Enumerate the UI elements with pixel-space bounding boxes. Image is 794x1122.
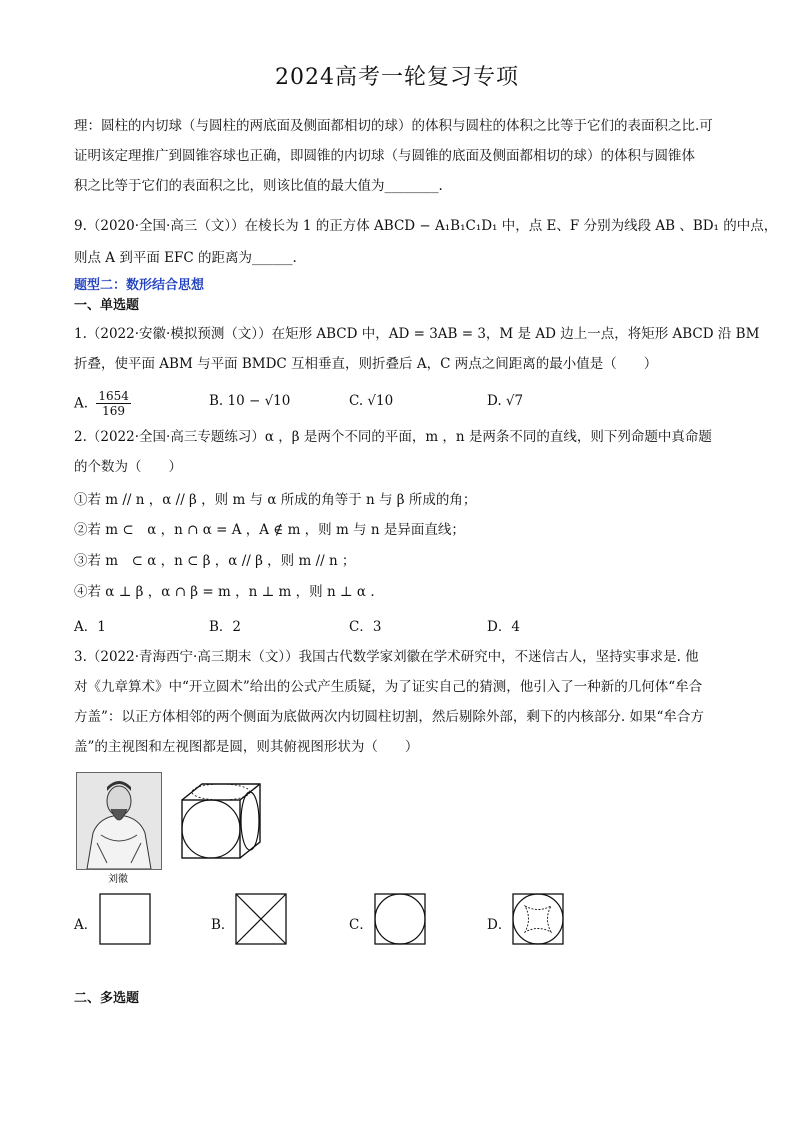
section-multi-heading: 二、多选题 — [74, 991, 140, 1006]
q1-option-a-denominator: 169 — [102, 404, 126, 418]
q1-option-a-numerator: 1654 — [98, 389, 129, 403]
q1-option-d: D. √7 — [487, 393, 524, 409]
section-single-heading: 一、单选题 — [74, 298, 140, 313]
q2-options — [74, 615, 734, 635]
square-shape — [99, 893, 153, 947]
q1-option-a-fraction — [96, 389, 131, 418]
q3-line-4: 盖”的主视图和左视图都是圆，则其俯视图形状为（ ） — [74, 739, 419, 755]
q3-option-c-label: C． — [349, 917, 373, 933]
q2-statement-4: ④若 α ⊥ β ，α ∩ β = m ，n ⊥ m ，则 n ⊥ α . — [74, 584, 375, 600]
q3-option-a-shape — [99, 893, 153, 951]
cube-cylinder-figure — [176, 780, 266, 870]
q2-line-1: 2.（2022·全国·高三专题练习）α ，β 是两个不同的平面，m ，n 是两条不同的直线，则下列命题中真命题 — [74, 429, 712, 445]
liu-hui-portrait — [76, 772, 162, 870]
q9-line-2: 则点 A 到平面 EFC 的距离为______. — [74, 250, 297, 266]
q1-option-a-label: A. — [74, 395, 89, 412]
cube-cylinder-drawing — [176, 780, 266, 866]
q1-options — [74, 385, 734, 419]
q2-option-d: D．4 — [487, 619, 520, 635]
q3-option-d-label: D． — [487, 917, 512, 933]
q3-option-b-label: B． — [211, 917, 235, 933]
q2-statement-3: ③若 m ⊂ α ，n ⊂ β ，α // β ，则 m // n ； — [74, 553, 356, 569]
q1-option-b: B. 10 − √10 — [209, 393, 291, 409]
q2-option-b: B．2 — [209, 619, 242, 635]
q3-line-3: 方盖”：以正方体相邻的两个侧面为底做两次内切圆柱切割，然后剔除外部，剩下的内核部分. 如果“牟合方 — [74, 709, 704, 725]
q2-statement-2: ②若 m ⊂ α ，n ∩ α = A ，A ∉ m ，则 m 与 n 是异面直线； — [74, 522, 465, 538]
page-title: 2024高考一轮复习专项 — [275, 65, 519, 90]
q1-line-1: 1.（2022·安徽·模拟预测（文））在矩形 ABCD 中，AD = 3AB = 3，M 是 AD 边上一点，将矩形 ABCD 沿 BM — [74, 326, 760, 342]
q1-option-c: C. √10 — [349, 393, 394, 409]
q3-option-d-shape — [512, 893, 566, 951]
intro-line-3: 积之比等于它们的表面积之比，则该比值的最大值为________. — [74, 178, 443, 194]
section-type2-heading: 题型二：数形结合思想 — [74, 278, 205, 293]
q2-line-2: 的个数为（ ） — [74, 459, 182, 475]
liu-hui-portrait-drawing — [77, 773, 161, 869]
q9-line-1: 9.（2020·全国·高三（文））在棱长为 1 的正方体 ABCD − A₁B₁C₁D₁ 中，点 E、F 分别为线段 AB 、BD₁ 的中点， — [74, 218, 778, 234]
q3-line-1: 3.（2022·青海西宁·高三期末（文））我国古代数学家刘徽在学术研究中，不迷信古人，坚持实事求是. 他 — [74, 649, 699, 665]
q2-option-a: A．1 — [74, 619, 106, 635]
q2-option-c: C．3 — [349, 619, 382, 635]
q3-option-a-label: A． — [74, 917, 98, 933]
square-with-diagonals-shape — [235, 893, 289, 947]
portrait-caption: 刘徽 — [108, 874, 128, 885]
square-with-inscribed-circle-shape — [374, 893, 428, 947]
q3-option-c-shape — [374, 893, 428, 951]
intro-line-2: 证明该定理推广到圆锥容球也正确，即圆锥的内切球（与圆锥的底面及侧面都相切的球）的体积与圆锥体 — [74, 148, 695, 164]
q1-line-2: 折叠，使平面 ABM 与平面 BMDC 互相垂直，则折叠后 A，C 两点之间距离的最小值是（ ） — [74, 356, 658, 372]
q1-option-a — [74, 389, 131, 418]
q3-option-b-shape — [235, 893, 289, 951]
q3-line-2: 对《九章算术》中“开立圆术”给出的公式产生质疑，为了证实自己的猜测，他引入了一种新的几何体“牟合 — [74, 679, 703, 695]
intro-line-1: 理：圆柱的内切球（与圆柱的两底面及侧面都相切的球）的体积与圆柱的体积之比等于它们的表面积之比.可 — [74, 118, 713, 134]
square-circle-dashed-curve-shape — [512, 893, 566, 947]
q2-statement-1: ①若 m // n ，α // β ，则 m 与 α 所成的角等于 n 与 β 所成的角； — [74, 492, 477, 508]
